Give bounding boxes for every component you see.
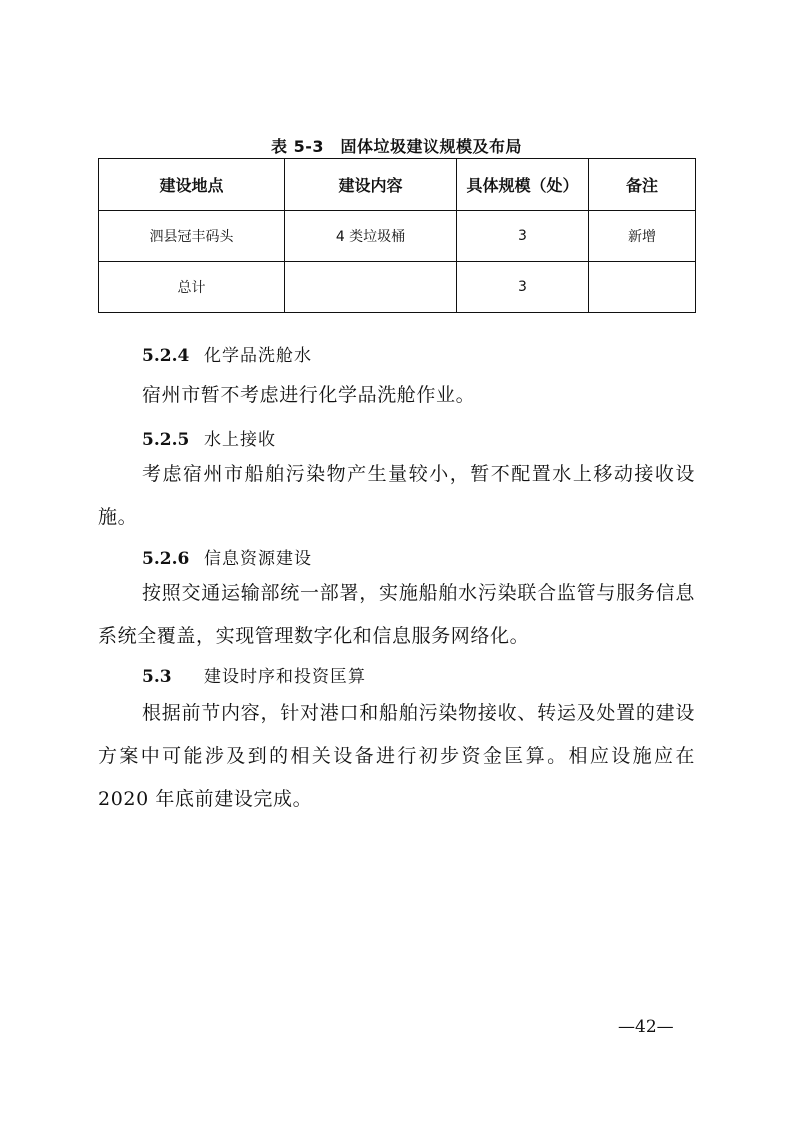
section-heading	[142, 341, 312, 366]
header-content: 建设内容	[285, 159, 457, 211]
section-title: 信息资源建设	[204, 549, 312, 569]
section-paragraph: 宿州市暂不考虑进行化学品洗舱作业。	[142, 384, 476, 406]
section-number: 5.2.6	[142, 549, 190, 569]
cell-content	[285, 262, 457, 313]
solid-waste-table	[98, 158, 696, 313]
section-heading	[142, 544, 312, 569]
header-location: 建设地点	[99, 159, 285, 211]
section-paragraph: 根据前节内容，针对港口和船舶污染物接收、转运及处置的建设方案中可能涉及到的相关设备进行初步资金匡算。相应设施应在 2020 年底前建设完成。	[98, 702, 695, 810]
section-number: 5.2.5	[142, 430, 190, 450]
section-paragraph: 考虑宿州市船舶污染物产生量较小，暂不配置水上移动接收设施。	[98, 463, 695, 528]
table-row	[99, 211, 696, 262]
section-heading	[142, 425, 276, 450]
section-number: 5.3	[142, 667, 172, 687]
cell-scale: 3	[457, 262, 589, 313]
section-heading	[142, 662, 366, 687]
section-paragraph: 按照交通运输部统一部署，实施船舶水污染联合监管与服务信息系统全覆盖，实现管理数字化和信息服务网络化。	[98, 582, 695, 647]
section-title: 化学品洗舱水	[204, 346, 312, 366]
cell-remarks: 新增	[589, 211, 696, 262]
cell-scale: 3	[457, 211, 589, 262]
table-header-row	[99, 159, 696, 211]
header-scale: 具体规模（处）	[457, 159, 589, 211]
table-row-total	[99, 262, 696, 313]
header-remarks: 备注	[589, 159, 696, 211]
cell-content: 4 类垃圾桶	[285, 211, 457, 262]
section-number: 5.2.4	[142, 346, 190, 366]
table-caption: 表 5-3 固体垃圾建议规模及布局	[271, 137, 522, 156]
section-title: 建设时序和投资匡算	[204, 667, 366, 687]
cell-location: 总计	[99, 262, 285, 313]
cell-location: 泗县冠丰码头	[99, 211, 285, 262]
page-number: —42—	[618, 1017, 674, 1037]
cell-remarks	[589, 262, 696, 313]
section-title: 水上接收	[204, 430, 276, 450]
